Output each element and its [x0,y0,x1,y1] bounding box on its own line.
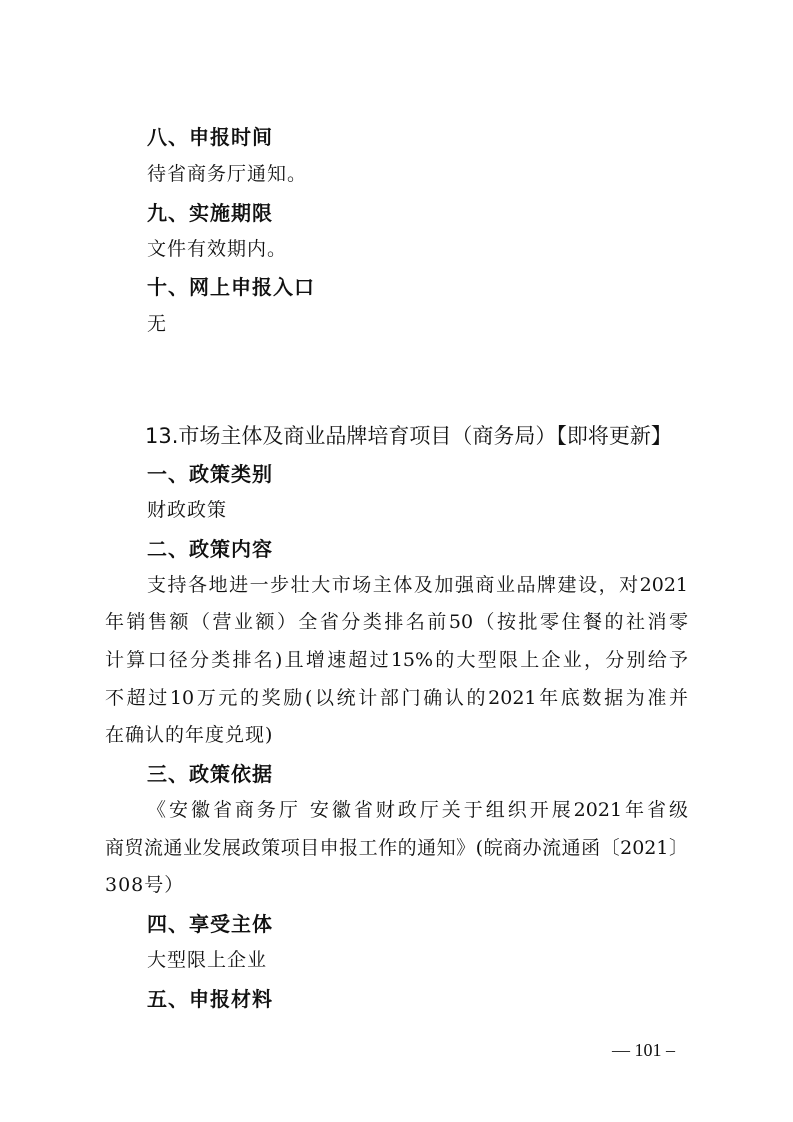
section-heading-policy-content: 二、政策内容 [147,537,273,561]
section-heading-beneficiary: 四、享受主体 [147,912,273,936]
implementation-period-text: 文件有效期内。 [147,238,288,260]
section-heading-policy-category: 一、政策类别 [147,462,273,486]
policy-content-line: 在确认的年度兑现) [105,724,274,746]
online-entry-text: 无 [147,313,168,335]
policy-category-text: 财政政策 [147,499,228,521]
section-heading-online-entry: 十、网上申报入口 [147,275,315,299]
policy-basis-line: 308号） [105,874,185,896]
application-time-text: 待省商务厅通知。 [147,163,308,185]
policy-content-line: 计算口径分类排名)且增速超过15%的大型限上企业，分别给予 [105,649,688,671]
section-heading-policy-basis: 三、政策依据 [147,762,273,786]
beneficiary-text: 大型限上企业 [147,949,268,971]
policy-content-line: 年销售额（营业额）全省分类排名前50（按批零住餐的社消零 [105,611,688,633]
policy-content-line: 支持各地进一步壮大市场主体及加强商业品牌建设，对2021 [147,574,688,596]
section-heading-application-materials: 五、申报材料 [147,987,273,1011]
page-number: — 101 – [612,1040,675,1060]
policy-basis-line: 商贸流通业发展政策项目申报工作的通知》(皖商办流通函〔2021〕 [105,837,688,859]
section-heading-application-time: 八、申报时间 [147,125,273,149]
section-heading-implementation-period: 九、实施期限 [147,201,273,225]
item-title: 13.市场主体及商业品牌培育项目（商务局）【即将更新】 [145,424,672,448]
policy-content-line: 不超过10万元的奖励(以统计部门确认的2021年底数据为准并 [105,687,688,709]
policy-basis-line: 《安徽省商务厅 安徽省财政厅关于组织开展2021年省级 [147,799,688,821]
